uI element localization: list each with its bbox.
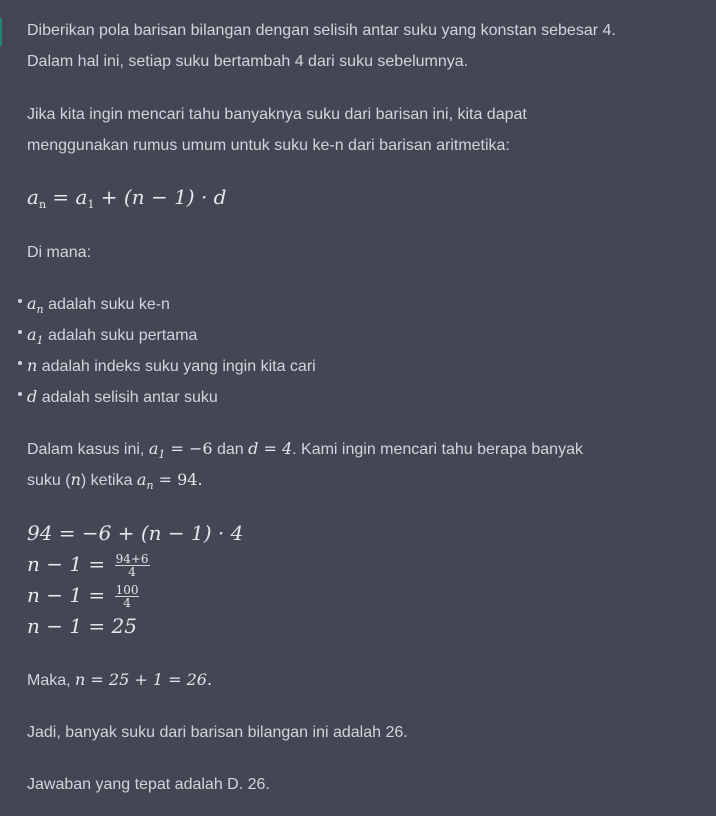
message-accent-bar <box>0 18 2 46</box>
definition-a1: $a_1$ adalah suku pertama <box>27 325 198 347</box>
definition-n: n adalah indeks suku yang ingin kita cari <box>27 356 316 375</box>
bullet-dot <box>18 361 22 365</box>
formula-intro-line-1: Jika kita ingin mencari tahu banyaknya suku dari barisan ini, kita dapat <box>27 106 527 123</box>
conclusion-maka: Maka, n = 25 + 1 = 26. <box>27 670 213 689</box>
final-answer: Jawaban yang tepat adalah D. 26. <box>27 776 270 793</box>
step-3: n − 1 = $\frac{100}{4}$ <box>27 583 139 610</box>
bullet-dot <box>18 330 22 334</box>
step-2: n − 1 = $\frac{94+6}{4}$ <box>27 552 149 579</box>
step-1: 94 = −6 + (n − 1) · 4 <box>27 521 244 545</box>
definition-an: $a_n$ adalah suku ke-n <box>27 294 170 316</box>
intro-line-2: Dalam hal ini, setiap suku bertambah 4 dari suku sebelumnya. <box>27 53 469 70</box>
step-4: n − 1 = 25 <box>27 614 137 638</box>
definition-d: d adalah selisih antar suku <box>27 387 218 406</box>
bullet-dot <box>18 299 22 303</box>
conclusion-jadi: Jadi, banyak suku dari barisan bilangan ini adalah 26. <box>27 724 408 741</box>
dimana-label: Di mana: <box>27 244 92 261</box>
case-line-2: suku (n) ketika $a_n = 94$. <box>27 470 203 492</box>
formula-intro-line-2: menggunakan rumus umum untuk suku ke-n dari barisan aritmetika: <box>27 137 510 154</box>
intro-line-1: Diberikan pola barisan bilangan dengan selisih antar suku yang konstan sebesar 4. <box>27 22 616 39</box>
case-line-1: Dalam kasus ini, $a_1 = -6$ dan d = 4. Kami ingin mencari tahu berapa banyak <box>27 439 583 461</box>
general-formula: $a_n = a_1 + (n - 1) \cdot d$ <box>27 185 227 211</box>
bullet-dot <box>18 392 22 396</box>
